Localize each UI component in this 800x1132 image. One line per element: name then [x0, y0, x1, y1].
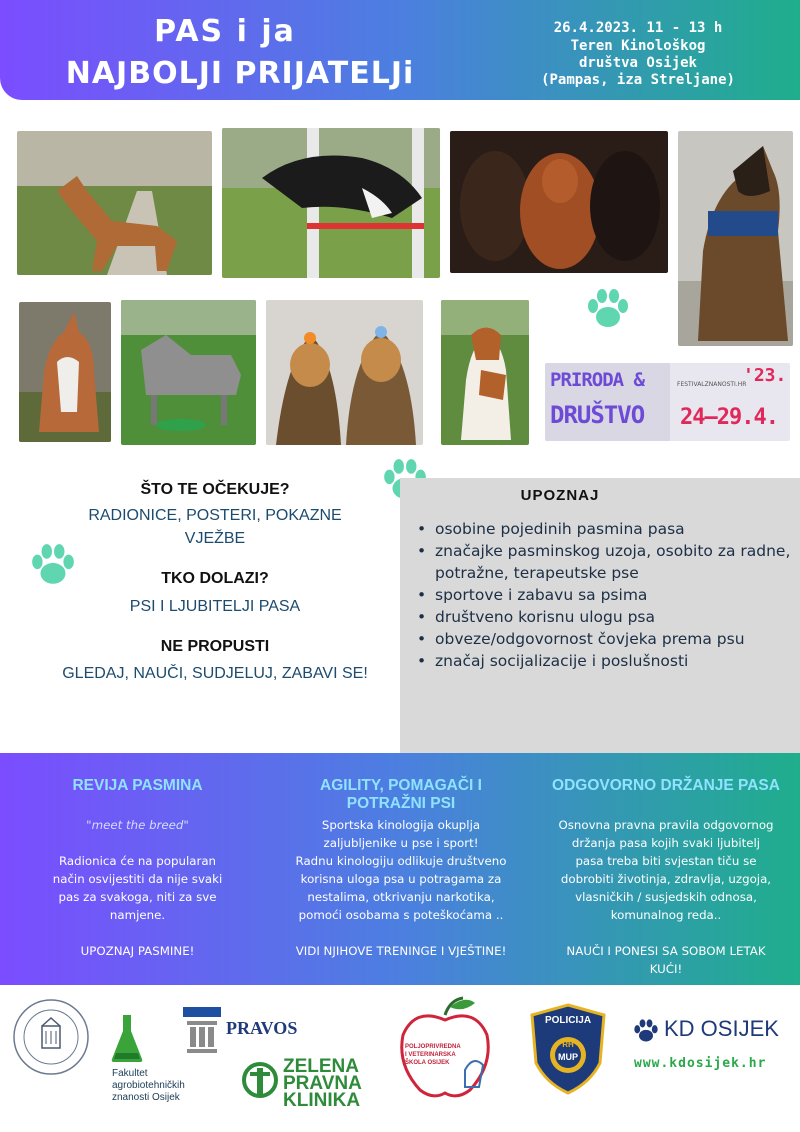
column-3-line: držanja pasa kojih svaki ljubitelj	[571, 836, 761, 850]
answer-who-comes: PSI I LJUBITELJI PASA	[129, 598, 301, 615]
photo-german-shepherd	[678, 131, 793, 346]
photo-schnauzer	[121, 300, 256, 445]
answer-what-to-expect-1: RADIONICE, POSTERI, POKAZNE	[88, 507, 342, 524]
column-1-subtitle: "meet the breed"	[86, 818, 189, 832]
column-2-title-1: AGILITY, POMAGAČI I	[320, 777, 482, 794]
police-label: POLICIJA	[544, 1015, 592, 1026]
police-mup: MUP	[558, 1052, 578, 1062]
event-date: 26.4.2023. 11 - 13 h	[553, 20, 723, 36]
school-line-3: ŠKOLA OSIJEK	[405, 1060, 450, 1066]
column-2-title-2: POTRAŽNI PSI	[346, 795, 456, 812]
column-2-cta: VIDI NJIHOVE TRENINGE I VJEŠTINE!	[295, 944, 507, 958]
column-1-title: REVIJA PASMINA	[72, 777, 203, 794]
fazos-name	[112, 1068, 185, 1104]
column-3-line: komunalnog reda..	[610, 908, 722, 922]
event-venue-2: društva Osijek	[578, 55, 697, 71]
pillar-icon	[183, 1005, 221, 1055]
zelena-line-3: KLINIKA	[283, 1090, 361, 1111]
column-3-cta-1: NAUČI I PONESI SA SOBOM LETAK	[566, 944, 766, 958]
column-1-line: Radionica će na popularan	[58, 854, 217, 868]
photo-yorkshire-terriers	[266, 300, 423, 445]
school-line-2: I VETERINARSKA	[405, 1052, 456, 1058]
fazos-line-1: Fakultet	[112, 1068, 148, 1079]
university-seal-icon	[12, 998, 90, 1076]
fazos-line-2: agrobiotehničkih	[112, 1080, 185, 1091]
festival-line-2: DRUŠTVO	[550, 401, 645, 429]
title-line-2: NAJBOLJI PRIJATELJi	[65, 56, 415, 91]
photo-brittany-spaniel	[441, 300, 529, 445]
column-1-line: namjene.	[109, 908, 166, 922]
green-clinic-icon	[242, 1058, 278, 1108]
paw-logo-icon	[632, 1017, 660, 1045]
answer-what-to-expect-2: VJEŽBE	[184, 530, 246, 547]
column-2-line: pomoći osobama s poteškoćama ..	[298, 908, 504, 922]
column-2-line: Sportska kinologija okuplja	[321, 818, 481, 832]
photo-bull-terrier	[19, 302, 111, 442]
answer-dont-miss: GLEDAJ, NAUČI, SUDJELUJ, ZABAVI SE!	[62, 665, 368, 682]
column-3-line: pasa treba biti svjestan tiču se	[575, 854, 757, 868]
column-1-line: pas za svakoga, niti za sve	[58, 890, 217, 904]
paw-icon	[584, 285, 632, 333]
festival-site: FESTIVALZNANOSTI.HR	[677, 381, 747, 388]
upoznaj-list	[413, 518, 798, 672]
list-item: • značaj socijalizacije i poslušnosti	[413, 650, 798, 672]
list-item: • sportove i zabavu sa psima	[413, 584, 798, 606]
column-3-line: dobrobiti životinja, zdravlja, uzgoja,	[560, 872, 772, 886]
festival-line-1: PRIRODA &	[550, 369, 644, 391]
column-3-line: Osnovna pravna pravila odgovornog	[558, 818, 774, 832]
school-name	[405, 1043, 461, 1067]
photo-border-collie-agility	[222, 128, 440, 278]
column-2-line: korisna uloga psa u potragama za	[300, 872, 502, 886]
list-item: • osobine pojedinih pasmina pasa	[413, 518, 798, 540]
upoznaj-title: UPOZNAJ	[520, 487, 600, 504]
column-2-line: nestalima, otkrivanju narkotika,	[307, 890, 495, 904]
column-1-line: način osvijestiti da nije svaki	[52, 872, 223, 886]
list-item: • društveno korisnu ulogu psa	[413, 606, 798, 628]
column-3-title: ODGOVORNO DRŽANJE PASA	[552, 777, 780, 794]
police-rh: RH	[562, 1040, 574, 1049]
column-1-cta: UPOZNAJ PASMINE!	[80, 944, 195, 958]
column-2-line: zaljubljenike u pse i sport!	[323, 836, 479, 850]
flask-icon	[110, 1013, 144, 1063]
event-venue-1: Teren Kinološkog	[570, 38, 706, 54]
question-dont-miss: NE PROPUSTI	[160, 638, 270, 655]
zelena-klinika-name	[283, 1058, 362, 1109]
column-3-cta-2: KUĆI!	[649, 962, 683, 976]
column-2-line: Radnu kinologiju odlikuje društveno	[295, 854, 507, 868]
kd-osijek-url[interactable]: www.kdosijek.hr	[634, 1056, 767, 1071]
list-item: • obveze/odgovornost čovjeka prema psu	[413, 628, 798, 650]
column-3-line: vlasničkih / susjedskih odnosa,	[575, 890, 757, 904]
list-item: • značajke pasminskog uzoja, osobito za radne, potražne, terapeutske pse	[413, 540, 798, 584]
photo-dachshunds	[450, 131, 668, 273]
title-line-1: PAS i ja	[154, 14, 296, 49]
pravos-name: PRAVOS	[226, 1018, 298, 1038]
kd-osijek-name: KD OSIJEK	[664, 1016, 779, 1041]
fazos-line-3: znanosti Osijek	[112, 1092, 180, 1103]
question-who-comes: TKO DOLAZI?	[161, 570, 269, 587]
zelena-line-1: ZELENA	[283, 1056, 359, 1077]
festival-banner	[545, 363, 790, 441]
festival-year: '23.	[743, 365, 787, 386]
question-what-to-expect: ŠTO TE OČEKUJE?	[140, 481, 290, 498]
zelena-line-2: PRAVNA	[283, 1073, 362, 1094]
festival-dates: 24—29.4.	[680, 405, 778, 430]
photo-rhodesian-ridgeback	[17, 131, 212, 275]
event-venue-3: (Pampas, iza Streljane)	[541, 72, 735, 88]
school-line-1: POLJOPRIVREDNA	[405, 1044, 461, 1050]
